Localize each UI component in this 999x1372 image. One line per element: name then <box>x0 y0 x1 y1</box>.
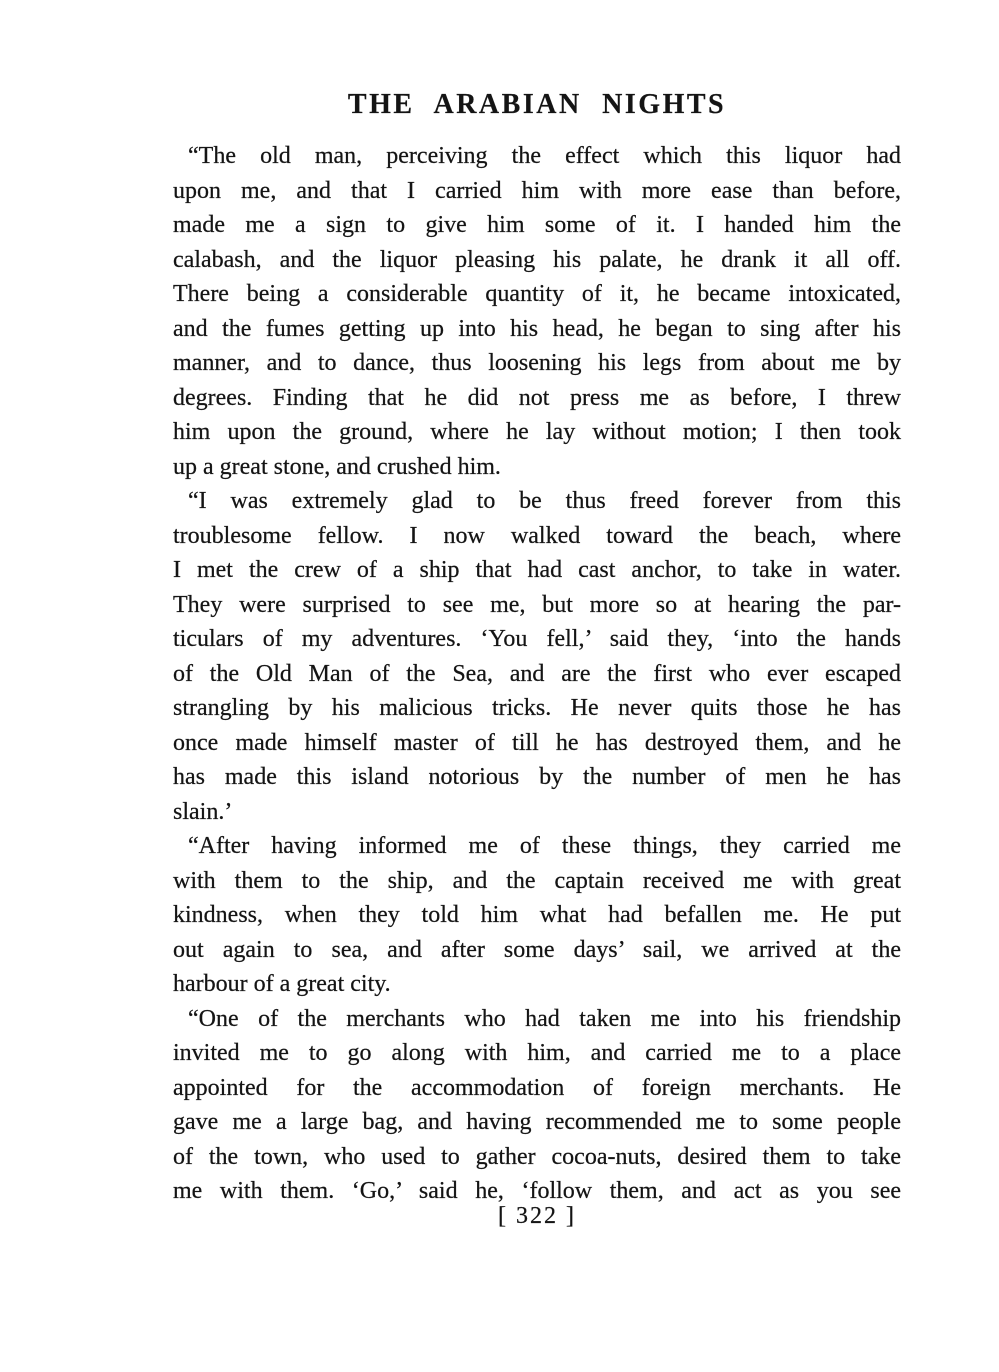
text-line: harbour of a great city. <box>173 971 391 997</box>
page-title: THE ARABIAN NIGHTS <box>347 89 727 120</box>
text-line: up a great stone, and crushed him. <box>173 453 501 480</box>
text-line: appointed for the accommodation of foreign merchants. He <box>173 1074 901 1101</box>
text-line: gave me a large bag, and having recommended me to some people <box>173 1109 901 1135</box>
text-line: slain.’ <box>173 798 233 825</box>
page-number: [ 322 ] <box>498 1203 576 1229</box>
text-line: and the fumes getting up into his head, he began to sing after his <box>173 315 901 342</box>
text-line: manner, and to dance, thus loosening his legs from about me by <box>173 350 901 376</box>
text-line: upon me, and that I carried him with more ease than before, <box>173 177 901 204</box>
text-line: degrees. Finding that he did not press me as before, I threw <box>173 384 901 411</box>
text-line: They were surprised to see me, but more so at hearing the par- <box>173 591 901 618</box>
text-line: “I was extremely glad to be thus freed forever from this <box>188 488 901 514</box>
text-line: “One of the merchants who had taken me into his friendship <box>188 1005 901 1032</box>
text-line: There being a considerable quantity of it, he became intoxicated, <box>173 281 901 307</box>
text-line: out again to sea, and after some days’ sail, we arrived at the <box>173 936 901 963</box>
text-line: me with them. ‘Go,’ said he, ‘follow them, and act as you see <box>173 1178 901 1204</box>
text-line: once made himself master of till he has destroyed them, and he <box>173 729 901 756</box>
text-line: made me a sign to give him some of it. I handed him the <box>173 212 901 238</box>
text-line: kindness, when they told him what had befallen me. He put <box>173 902 901 928</box>
text-line: strangling by his malicious tricks. He never quits those he has <box>173 695 901 721</box>
text-line: “After having informed me of these things, they carried me <box>188 833 901 859</box>
text-line: calabash, and the liquor pleasing his palate, he drank it all off. <box>173 246 901 273</box>
text-line: of the Old Man of the Sea, and are the first who ever escaped <box>173 660 901 687</box>
text-line: has made this island notorious by the number of men he has <box>173 764 901 790</box>
text-line: “The old man, perceiving the effect which this liquor had <box>188 143 901 169</box>
text-line: I met the crew of a ship that had cast anchor, to take in water. <box>173 557 901 583</box>
body-text <box>173 139 901 1209</box>
text-line: ticulars of my adventures. ‘You fell,’ said they, ‘into the hands <box>173 626 901 652</box>
text-line: with them to the ship, and the captain received me with great <box>173 867 901 894</box>
text-line: invited me to go along with him, and carried me to a place <box>173 1040 901 1066</box>
text-line: troublesome fellow. I now walked toward the beach, where <box>173 522 901 549</box>
text-line: of the town, who used to gather cocoa-nuts, desired them to take <box>173 1143 901 1170</box>
text-line: him upon the ground, where he lay without motion; I then took <box>173 419 901 445</box>
